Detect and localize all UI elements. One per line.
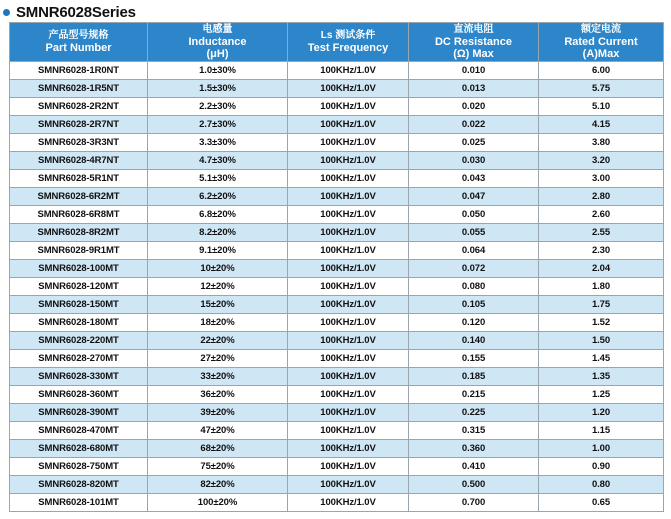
table-row [10,134,664,152]
header-test-frequency [288,23,409,62]
cell-dc-resistance: 0.500 [409,476,539,494]
cell-inductance: 6.8±20% [148,206,288,224]
table-row [10,224,664,242]
series-title: SMNR6028Series [16,3,136,21]
cell-inductance: 2.2±30% [148,98,288,116]
cell-rated-current: 2.04 [539,260,664,278]
cell-dc-resistance: 0.185 [409,368,539,386]
cell-test-frequency: 100KHz/1.0V [288,494,409,512]
header-inductance-zh: 电感量 [202,24,233,35]
cell-test-frequency: 100KHz/1.0V [288,422,409,440]
cell-dc-resistance: 0.105 [409,296,539,314]
header-part-number-zh: 产品型号规格 [48,30,109,41]
cell-part-number: SMNR6028-1R5NT [10,80,148,98]
cell-test-frequency: 100KHz/1.0V [288,152,409,170]
cell-rated-current: 3.00 [539,170,664,188]
header-inductance-unit: (μH) [206,48,229,60]
table-row [10,206,664,224]
cell-test-frequency: 100KHz/1.0V [288,440,409,458]
cell-inductance: 5.1±30% [148,170,288,188]
cell-rated-current: 1.15 [539,422,664,440]
cell-rated-current: 3.20 [539,152,664,170]
cell-test-frequency: 100KHz/1.0V [288,170,409,188]
cell-rated-current: 2.80 [539,188,664,206]
cell-part-number: SMNR6028-6R8MT [10,206,148,224]
cell-test-frequency: 100KHz/1.0V [288,350,409,368]
cell-inductance: 75±20% [148,458,288,476]
cell-rated-current: 1.35 [539,368,664,386]
cell-part-number: SMNR6028-360MT [10,386,148,404]
header-part-number [10,23,148,62]
cell-part-number: SMNR6028-330MT [10,368,148,386]
cell-inductance: 15±20% [148,296,288,314]
header-test-frequency-en: Test Frequency [307,42,389,54]
cell-test-frequency: 100KHz/1.0V [288,458,409,476]
cell-inductance: 18±20% [148,314,288,332]
cell-test-frequency: 100KHz/1.0V [288,80,409,98]
header-inductance-en: Inductance [188,36,247,48]
table-row [10,386,664,404]
cell-inductance: 22±20% [148,332,288,350]
cell-part-number: SMNR6028-101MT [10,494,148,512]
cell-test-frequency: 100KHz/1.0V [288,134,409,152]
cell-part-number: SMNR6028-1R0NT [10,62,148,80]
cell-dc-resistance: 0.072 [409,260,539,278]
cell-inductance: 12±20% [148,278,288,296]
cell-rated-current: 2.55 [539,224,664,242]
cell-test-frequency: 100KHz/1.0V [288,98,409,116]
cell-test-frequency: 100KHz/1.0V [288,278,409,296]
cell-test-frequency: 100KHz/1.0V [288,224,409,242]
table-row [10,332,664,350]
series-title-row [3,3,136,21]
cell-rated-current: 1.50 [539,332,664,350]
cell-part-number: SMNR6028-120MT [10,278,148,296]
cell-rated-current: 1.00 [539,440,664,458]
cell-test-frequency: 100KHz/1.0V [288,206,409,224]
cell-test-frequency: 100KHz/1.0V [288,62,409,80]
cell-dc-resistance: 0.064 [409,242,539,260]
cell-inductance: 39±20% [148,404,288,422]
cell-dc-resistance: 0.225 [409,404,539,422]
cell-part-number: SMNR6028-270MT [10,350,148,368]
cell-test-frequency: 100KHz/1.0V [288,386,409,404]
cell-test-frequency: 100KHz/1.0V [288,476,409,494]
table-body [10,62,664,512]
cell-inductance: 10±20% [148,260,288,278]
cell-inductance: 8.2±20% [148,224,288,242]
cell-dc-resistance: 0.025 [409,134,539,152]
table-header [10,23,664,62]
cell-rated-current: 6.00 [539,62,664,80]
table-row [10,440,664,458]
cell-part-number: SMNR6028-390MT [10,404,148,422]
table-row [10,188,664,206]
cell-part-number: SMNR6028-750MT [10,458,148,476]
cell-inductance: 4.7±30% [148,152,288,170]
cell-part-number: SMNR6028-220MT [10,332,148,350]
cell-part-number: SMNR6028-2R7NT [10,116,148,134]
cell-test-frequency: 100KHz/1.0V [288,404,409,422]
cell-rated-current: 1.52 [539,314,664,332]
cell-inductance: 9.1±20% [148,242,288,260]
cell-inductance: 6.2±20% [148,188,288,206]
cell-dc-resistance: 0.120 [409,314,539,332]
cell-inductance: 47±20% [148,422,288,440]
cell-dc-resistance: 0.360 [409,440,539,458]
header-rated-current-unit: (A)Max [582,48,620,60]
table-row [10,278,664,296]
cell-inductance: 1.0±30% [148,62,288,80]
cell-inductance: 1.5±30% [148,80,288,98]
cell-dc-resistance: 0.155 [409,350,539,368]
cell-test-frequency: 100KHz/1.0V [288,314,409,332]
table-row [10,242,664,260]
spec-table [9,22,664,512]
cell-test-frequency: 100KHz/1.0V [288,116,409,134]
table-row [10,476,664,494]
cell-dc-resistance: 0.013 [409,80,539,98]
cell-part-number: SMNR6028-150MT [10,296,148,314]
cell-part-number: SMNR6028-8R2MT [10,224,148,242]
cell-test-frequency: 100KHz/1.0V [288,296,409,314]
table-row [10,170,664,188]
cell-dc-resistance: 0.215 [409,386,539,404]
cell-inductance: 100±20% [148,494,288,512]
cell-rated-current: 4.15 [539,116,664,134]
cell-dc-resistance: 0.022 [409,116,539,134]
cell-inductance: 3.3±30% [148,134,288,152]
cell-dc-resistance: 0.010 [409,62,539,80]
cell-test-frequency: 100KHz/1.0V [288,332,409,350]
cell-dc-resistance: 0.140 [409,332,539,350]
header-dc-resistance-en: DC Resistance [434,36,513,48]
cell-rated-current: 0.80 [539,476,664,494]
header-test-frequency-zh: Ls 测试条件 [320,30,376,41]
cell-inductance: 27±20% [148,350,288,368]
cell-inductance: 2.7±30% [148,116,288,134]
cell-part-number: SMNR6028-470MT [10,422,148,440]
table-row [10,350,664,368]
cell-rated-current: 2.30 [539,242,664,260]
cell-dc-resistance: 0.410 [409,458,539,476]
cell-dc-resistance: 0.047 [409,188,539,206]
header-dc-resistance [409,23,539,62]
cell-part-number: SMNR6028-9R1MT [10,242,148,260]
cell-rated-current: 2.60 [539,206,664,224]
cell-rated-current: 1.45 [539,350,664,368]
header-rated-current [539,23,664,62]
cell-rated-current: 0.90 [539,458,664,476]
header-row [10,23,664,62]
cell-dc-resistance: 0.030 [409,152,539,170]
cell-part-number: SMNR6028-2R2NT [10,98,148,116]
cell-dc-resistance: 0.043 [409,170,539,188]
cell-part-number: SMNR6028-100MT [10,260,148,278]
cell-rated-current: 0.65 [539,494,664,512]
cell-part-number: SMNR6028-680MT [10,440,148,458]
table-row [10,494,664,512]
cell-inductance: 33±20% [148,368,288,386]
cell-test-frequency: 100KHz/1.0V [288,368,409,386]
cell-inductance: 36±20% [148,386,288,404]
table-row [10,260,664,278]
table-row [10,62,664,80]
table-row [10,404,664,422]
table-row [10,116,664,134]
cell-part-number: SMNR6028-6R2MT [10,188,148,206]
table-row [10,296,664,314]
cell-part-number: SMNR6028-820MT [10,476,148,494]
header-dc-resistance-zh: 直流电阻 [453,24,494,35]
cell-rated-current: 5.10 [539,98,664,116]
table-row [10,458,664,476]
header-rated-current-en: Rated Current [564,36,638,48]
cell-test-frequency: 100KHz/1.0V [288,188,409,206]
header-rated-current-zh: 额定电流 [581,24,621,35]
cell-part-number: SMNR6028-5R1NT [10,170,148,188]
cell-dc-resistance: 0.050 [409,206,539,224]
cell-inductance: 68±20% [148,440,288,458]
cell-part-number: SMNR6028-180MT [10,314,148,332]
header-dc-resistance-unit: (Ω) Max [453,48,494,60]
cell-dc-resistance: 0.020 [409,98,539,116]
cell-dc-resistance: 0.315 [409,422,539,440]
table-row [10,314,664,332]
cell-rated-current: 1.20 [539,404,664,422]
cell-test-frequency: 100KHz/1.0V [288,260,409,278]
table-row [10,98,664,116]
header-part-number-en: Part Number [45,42,112,54]
cell-dc-resistance: 0.055 [409,224,539,242]
cell-dc-resistance: 0.700 [409,494,539,512]
cell-test-frequency: 100KHz/1.0V [288,242,409,260]
table-row [10,80,664,98]
bullet-icon [3,9,10,16]
table-row [10,152,664,170]
cell-part-number: SMNR6028-4R7NT [10,152,148,170]
cell-part-number: SMNR6028-3R3NT [10,134,148,152]
table-row [10,368,664,386]
cell-dc-resistance: 0.080 [409,278,539,296]
cell-rated-current: 1.75 [539,296,664,314]
cell-rated-current: 3.80 [539,134,664,152]
cell-rated-current: 5.75 [539,80,664,98]
cell-inductance: 82±20% [148,476,288,494]
table-row [10,422,664,440]
cell-rated-current: 1.80 [539,278,664,296]
cell-rated-current: 1.25 [539,386,664,404]
header-inductance [148,23,288,62]
